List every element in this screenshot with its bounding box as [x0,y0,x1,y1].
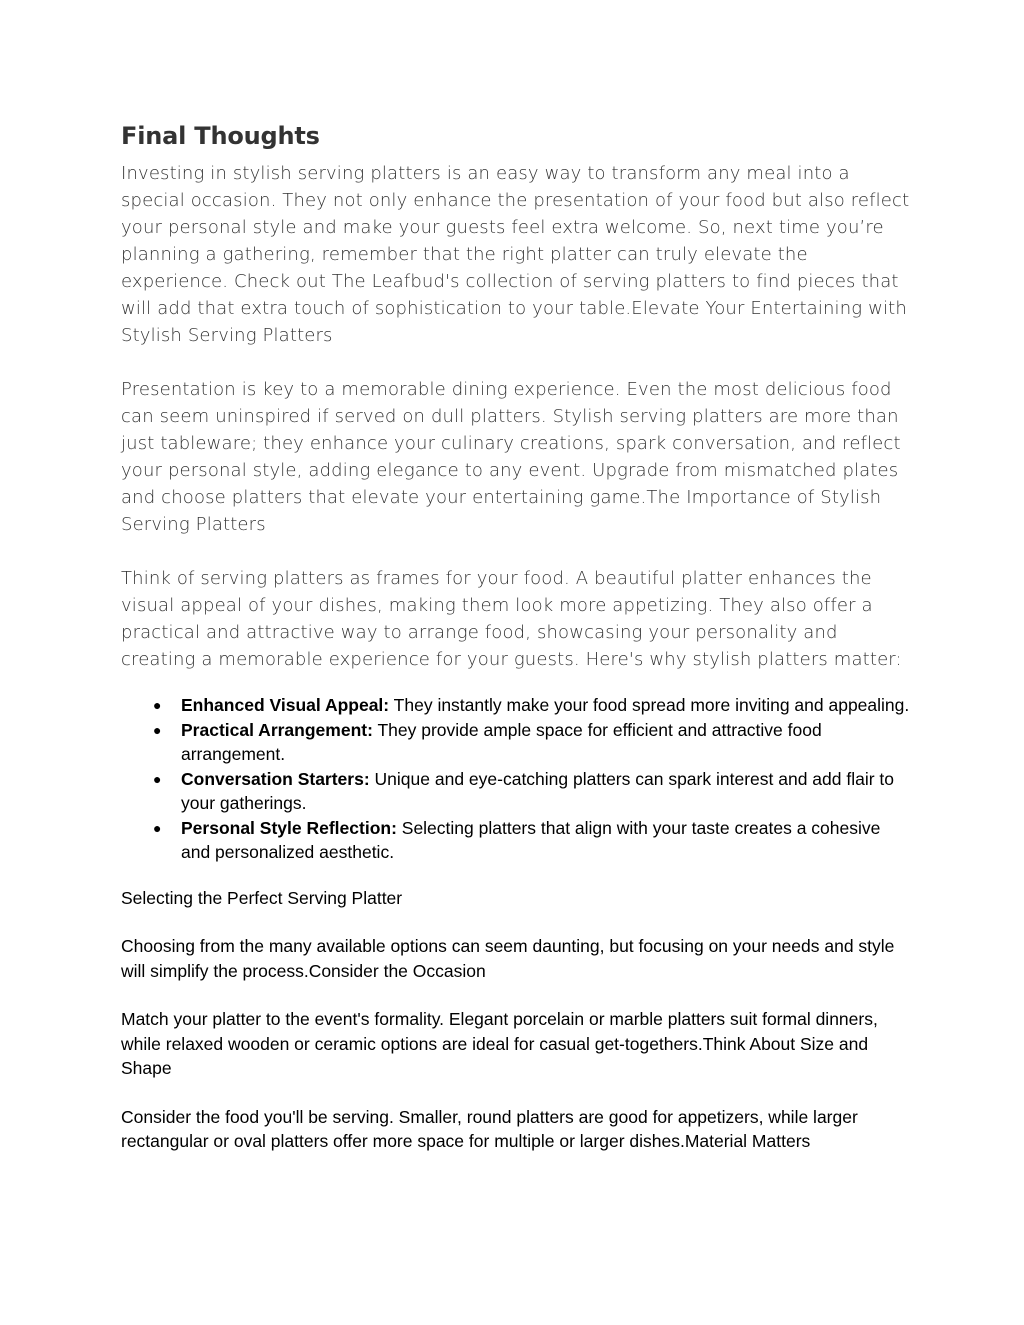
bullet-text: They provide ample space for efficient and attractive food arrangement. [181,719,822,764]
paragraph-frames: Think of serving platters as frames for your food. A beautiful platter enhances the visual appeal of your dishes, making them look more appetizing. They also offer a practical and attractive way to arrange food, showcasing your personality and creating a memorable experience for your guests. Here's why stylish platters matter: [121,568,902,670]
bullet-icon: ● [153,770,162,787]
paragraph-presentation: Presentation is key to a memorable dining experience. Even the most delicious food can seem uninspired if served on dull platters. Stylish serving platters are more than just tableware; they enhance your culinary creations, spark conversation, and reflect your personal style, adding elegance to any event. Upgrade from mismatched plates and choose platters that elevate your entertaining game.The Importance of Stylish Serving Platters [121,379,901,535]
bullet-item-visual-appeal [121,693,911,718]
bullet-text: They instantly make your food spread more inviting and appealing. [389,695,910,715]
bullet-text: Selecting platters that align with your taste creates a cohesive and personalized aesthetic. [181,817,881,862]
bullet-item-conversation-starters [121,767,911,816]
bullet-item-practical-arrangement [121,718,911,767]
section-heading: Final Thoughts [121,122,320,150]
bullet-term: Enhanced Visual Appeal: [181,695,390,715]
bullet-item-personal-style [121,816,911,865]
bullet-icon: ● [153,819,162,836]
paragraph-choosing: Choosing from the many available options can seem daunting, but focusing on your needs and style will simplify the process.Consider the Occasion [121,936,895,981]
bullet-term: Conversation Starters: [181,768,370,789]
paragraph-final-thoughts: Investing in stylish serving platters is an easy way to transform any meal into a special occasion. They not only enhance the presentation of your food but also reflect your personal style and make your guests feel extra welcome. So, next time you’re planning a gathering, remember that the right platter can truly elevate the experience. Check out The Leafbud's collection of serving platters to find pieces that will add that extra touch of sophistication to your table.Elevate Your Entertaining with Stylish Serving Platters [121,163,910,346]
paragraph-selecting-heading: Selecting the Perfect Serving Platter [121,887,403,908]
bullet-term: Personal Style Reflection: [181,817,397,838]
bullet-icon: ● [153,721,162,738]
paragraph-occasion: Match your platter to the event's formality. Elegant porcelain or marble platters suit formal dinners, while relaxed wooden or ceramic options are ideal for casual get-togethers.Think About Size and Shape [121,1009,878,1078]
bullet-list [121,693,911,865]
bullet-term: Practical Arrangement: [181,719,373,740]
bullet-text: Unique and eye-catching platters can spark interest and add flair to your gatherings. [181,768,895,813]
bullet-icon: ● [153,697,162,713]
paragraph-size-shape: Consider the food you'll be serving. Smaller, round platters are good for appetizers, while larger rectangular or oval platters offer more space for multiple or larger dishes.Material Matters [121,1106,858,1151]
document-content [121,118,911,1154]
